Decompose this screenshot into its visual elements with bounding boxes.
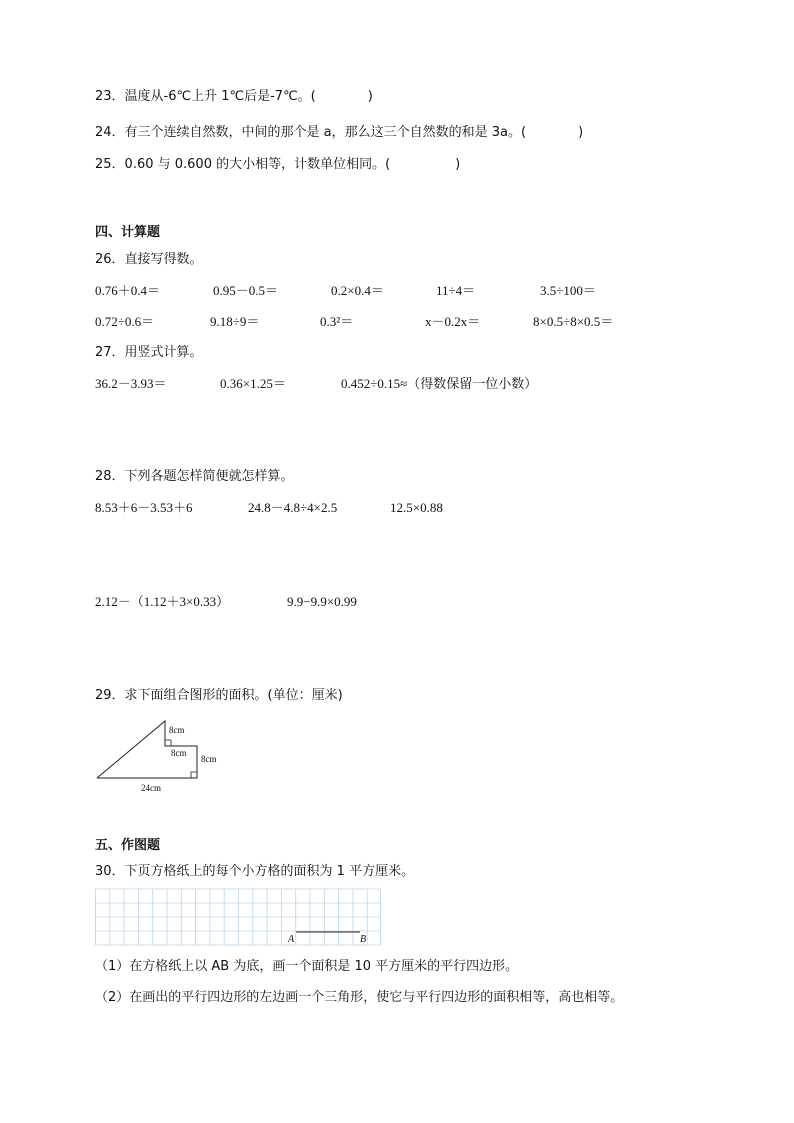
- label-top: 8cm: [169, 725, 185, 735]
- q28-item: 2.12－（1.12＋3×0.33）: [95, 594, 230, 609]
- q27-item: 0.36×1.25＝: [220, 376, 286, 391]
- q28-item: 8.53＋6－3.53＋6: [95, 500, 193, 515]
- grid-lines: [96, 889, 381, 945]
- label-step: 8cm: [171, 748, 187, 758]
- q27-item: 36.2－3.93＝: [95, 376, 167, 391]
- q26-row1-item: 0.95－0.5＝: [213, 283, 279, 298]
- q26-row2-item: 8×0.5÷8×0.5＝: [533, 314, 614, 329]
- q26-row1-item: 0.76＋0.4＝: [95, 283, 161, 298]
- q26-row2-item: x－0.2x＝: [425, 314, 481, 329]
- question-25: 25．0.60 与 0.600 的大小相等，计数单位相同。( ): [95, 157, 461, 172]
- q28-item: 9.9−9.9×0.99: [287, 594, 357, 609]
- question-29-title: 29．求下面组合图形的面积。(单位：厘米): [95, 688, 343, 703]
- composite-figure: [90, 708, 240, 798]
- label-right: 8cm: [201, 754, 217, 764]
- q26-row2-item: 0.3²＝: [320, 314, 354, 329]
- square-grid: [95, 888, 381, 946]
- q27-item: 0.452÷0.15≈（得数保留一位小数）: [341, 376, 538, 391]
- q26-row1-item: 0.2×0.4＝: [331, 283, 384, 298]
- section-4-title: 四、计算题: [95, 225, 161, 240]
- q26-row2-item: 0.72÷0.6＝: [95, 314, 155, 329]
- q26-row2-item: 9.18÷9＝: [210, 314, 260, 329]
- right-angle-marker: [191, 772, 197, 778]
- question-28-title: 28．下列各题怎样简便就怎样算。: [95, 469, 294, 484]
- q28-item: 24.8－4.8÷4×2.5: [248, 500, 338, 515]
- question-30-part-1: （1）在方格纸上以 AB 为底，画一个面积是 10 平方厘米的平行四边形。: [95, 959, 519, 974]
- label-b: B: [360, 934, 367, 945]
- question-24: 24．有三个连续自然数，中间的那个是 a，那么这三个自然数的和是 3a。( ): [95, 125, 584, 140]
- label-bottom: 24cm: [141, 783, 161, 793]
- question-30-title: 30．下页方格纸上的每个小方格的面积为 1 平方厘米。: [95, 864, 415, 879]
- q26-row1-item: 11÷4＝: [436, 283, 476, 298]
- q28-item: 12.5×0.88: [390, 500, 443, 515]
- section-5-title: 五、作图题: [95, 838, 161, 853]
- label-a: A: [288, 934, 295, 945]
- question-23: 23．温度从-6℃上升 1℃后是-7℃。( ): [95, 89, 373, 104]
- q26-row1-item: 3.5÷100＝: [540, 283, 596, 298]
- question-26-title: 26．直接写得数。: [95, 252, 203, 267]
- question-30-part-2: （2）在画出的平行四边形的左边画一个三角形，使它与平行四边形的面积相等，高也相等。: [95, 990, 624, 1005]
- right-angle-marker: [165, 740, 171, 746]
- question-27-title: 27．用竖式计算。: [95, 345, 203, 360]
